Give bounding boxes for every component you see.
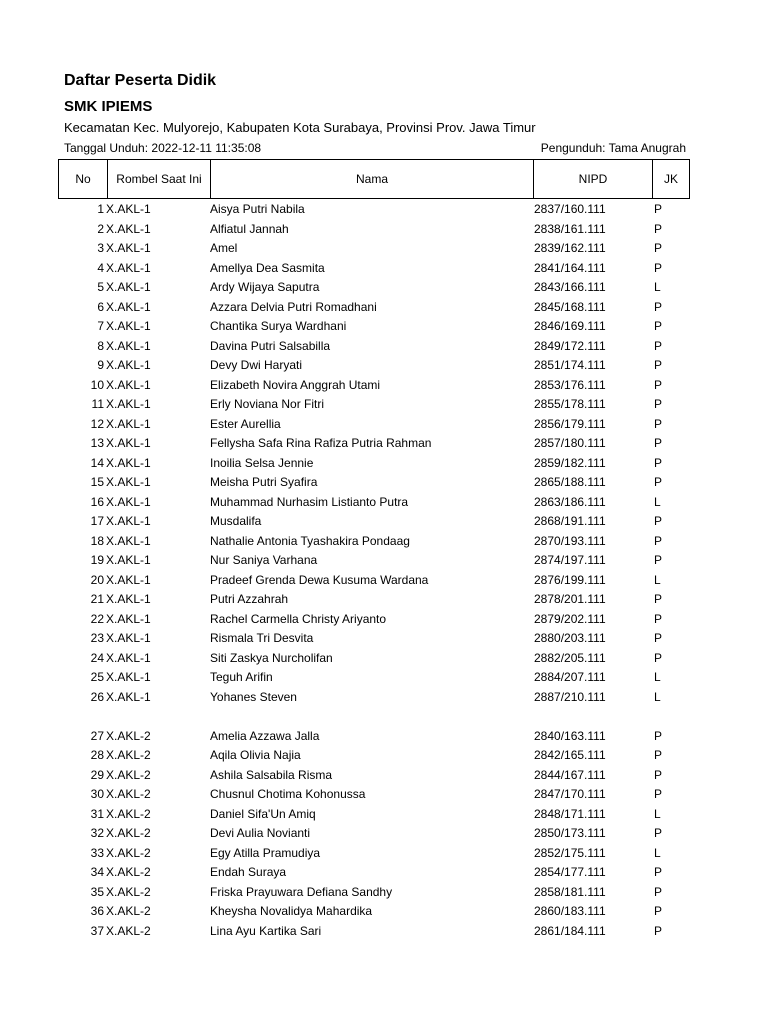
row-nipd: 2850/173.111 <box>534 826 606 840</box>
row-number: 16 <box>90 494 104 509</box>
row-jk: P <box>654 748 663 762</box>
row-jk: L <box>654 845 661 860</box>
row-number: 4 <box>97 260 104 275</box>
row-nama: Inoilia Selsa Jennie <box>210 455 314 470</box>
student-list <box>0 200 768 941</box>
row-nipd: 2880/203.111 <box>534 631 606 645</box>
table-row <box>0 395 768 415</box>
row-number: 35 <box>90 884 104 899</box>
row-nama: Amel <box>210 241 238 255</box>
row-nipd: 2837/160.111 <box>534 202 606 216</box>
row-number: 3 <box>97 241 104 255</box>
table-row <box>0 473 768 493</box>
table-row <box>0 551 768 571</box>
table-row <box>0 746 768 766</box>
row-number: 31 <box>90 806 104 821</box>
row-nama: Nathalie Antonia Tyashakira Pondaag <box>210 533 410 548</box>
row-nipd: 2857/180.111 <box>534 436 606 450</box>
table-header <box>58 159 690 199</box>
row-rombel: X.AKL-2 <box>106 767 151 782</box>
row-rombel: X.AKL-1 <box>106 377 151 392</box>
row-nipd: 2840/163.111 <box>534 728 606 743</box>
row-number: 26 <box>90 689 104 704</box>
row-number: 19 <box>90 553 104 567</box>
row-rombel: X.AKL-2 <box>106 787 151 801</box>
table-row <box>0 785 768 805</box>
row-jk: P <box>654 260 663 275</box>
row-number: 24 <box>90 650 104 665</box>
row-nama: Aqila Olivia Najia <box>210 748 301 762</box>
row-number: 29 <box>90 767 104 782</box>
row-rombel: X.AKL-1 <box>106 689 151 704</box>
row-nipd: 2882/205.111 <box>534 650 606 665</box>
row-nama: Siti Zaskya Nurcholifan <box>210 650 333 665</box>
row-nama: Teguh Arifin <box>210 670 273 684</box>
row-number: 33 <box>90 845 104 860</box>
row-nipd: 2841/164.111 <box>534 260 606 275</box>
row-nama: Putri Azzahrah <box>210 592 289 606</box>
row-number: 6 <box>97 299 104 314</box>
table-row <box>0 200 768 220</box>
table-row <box>0 590 768 610</box>
row-jk: P <box>654 397 663 411</box>
row-jk: L <box>654 689 661 704</box>
table-row <box>0 278 768 298</box>
row-rombel: X.AKL-2 <box>106 923 151 938</box>
row-nama: Alfiatul Jannah <box>210 221 289 236</box>
school-name: SMK IPIEMS <box>64 98 153 115</box>
row-number: 14 <box>90 455 104 470</box>
row-rombel: X.AKL-1 <box>106 416 151 431</box>
row-number: 36 <box>90 904 104 918</box>
row-nipd: 2876/199.111 <box>534 572 606 587</box>
row-nama: Kheysha Novalidya Mahardika <box>210 904 373 918</box>
table-row <box>0 629 768 649</box>
column-header-jk: JK <box>653 160 690 199</box>
table-row <box>0 532 768 552</box>
row-nama: Nur Saniya Varhana <box>210 553 318 567</box>
table-row <box>0 824 768 844</box>
row-nama: Endah Suraya <box>210 865 287 879</box>
table-row <box>0 863 768 883</box>
row-jk: L <box>654 572 661 587</box>
row-nipd: 2860/183.111 <box>534 904 606 918</box>
row-rombel: X.AKL-1 <box>106 280 151 294</box>
row-nipd: 2851/174.111 <box>534 358 606 372</box>
table-row <box>0 727 768 747</box>
row-nama: Fellysha Safa Rina Rafiza Putria Rahman <box>210 436 432 450</box>
table-row <box>0 883 768 903</box>
table-row <box>0 220 768 240</box>
row-nama: Erly Noviana Nor Fitri <box>210 397 325 411</box>
row-jk: P <box>654 923 663 938</box>
row-nipd: 2874/197.111 <box>534 553 606 567</box>
row-number: 18 <box>90 533 104 548</box>
row-number: 7 <box>97 319 104 333</box>
table-row <box>0 922 768 942</box>
row-jk: P <box>654 475 663 489</box>
row-nama: Amellya Dea Sasmita <box>210 260 325 275</box>
row-nama: Azzara Delvia Putri Romadhani <box>210 299 377 314</box>
row-number: 17 <box>90 514 104 528</box>
table-row <box>0 454 768 474</box>
table-row <box>0 259 768 279</box>
row-nama: Musdalifa <box>210 514 262 528</box>
row-nama: Aisya Putri Nabila <box>210 202 305 216</box>
table-row <box>0 649 768 669</box>
row-nama: Elizabeth Novira Anggrah Utami <box>210 377 381 392</box>
row-rombel: X.AKL-2 <box>106 806 151 821</box>
row-rombel: X.AKL-1 <box>106 455 151 470</box>
row-rombel: X.AKL-1 <box>106 670 151 684</box>
row-jk: P <box>654 221 663 236</box>
table-row <box>0 571 768 591</box>
row-jk: P <box>654 319 663 333</box>
row-nama: Yohanes Steven <box>210 689 297 704</box>
table-row <box>0 298 768 318</box>
row-jk: P <box>654 865 663 879</box>
row-rombel: X.AKL-2 <box>106 826 151 840</box>
row-number: 15 <box>90 475 104 489</box>
row-number: 28 <box>90 748 104 762</box>
row-jk: P <box>654 767 663 782</box>
row-number: 21 <box>90 592 104 606</box>
row-number: 20 <box>90 572 104 587</box>
row-nipd: 2861/184.111 <box>534 923 606 938</box>
row-nipd: 2868/191.111 <box>534 514 606 528</box>
row-nipd: 2853/176.111 <box>534 377 606 392</box>
row-rombel: X.AKL-2 <box>106 904 151 918</box>
row-nipd: 2843/166.111 <box>534 280 606 294</box>
row-rombel: X.AKL-2 <box>106 884 151 899</box>
row-rombel: X.AKL-1 <box>106 650 151 665</box>
row-number: 13 <box>90 436 104 450</box>
row-rombel: X.AKL-1 <box>106 592 151 606</box>
row-jk: P <box>654 826 663 840</box>
row-nama: Egy Atilla Pramudiya <box>210 845 321 860</box>
table-row <box>0 668 768 688</box>
row-number: 2 <box>97 221 104 236</box>
row-rombel: X.AKL-1 <box>106 319 151 333</box>
table-row <box>0 805 768 825</box>
row-rombel: X.AKL-2 <box>106 865 151 879</box>
row-jk: P <box>654 884 663 899</box>
row-nipd: 2849/172.111 <box>534 338 606 353</box>
row-nama: Friska Prayuwara Defiana Sandhy <box>210 884 393 899</box>
row-nama: Rachel Carmella Christy Ariyanto <box>210 611 387 626</box>
table-row <box>0 434 768 454</box>
column-header-nama: Nama <box>211 160 534 199</box>
row-number: 25 <box>90 670 104 684</box>
downloader-name: Pengunduh: Tama Anugrah <box>540 141 686 155</box>
row-nama: Devi Aulia Novianti <box>210 826 311 840</box>
row-number: 27 <box>90 728 104 743</box>
column-header-no: No <box>59 160 108 199</box>
row-rombel: X.AKL-1 <box>106 533 151 548</box>
table-row <box>0 356 768 376</box>
row-nipd: 2839/162.111 <box>534 241 606 255</box>
row-jk: P <box>654 611 663 626</box>
row-nama: Pradeef Grenda Dewa Kusuma Wardana <box>210 572 429 587</box>
row-rombel: X.AKL-1 <box>106 475 151 489</box>
row-nipd: 2848/171.111 <box>534 806 606 821</box>
table-row <box>0 512 768 532</box>
row-jk: L <box>654 280 661 294</box>
row-number: 8 <box>97 338 104 353</box>
row-nipd: 2854/177.111 <box>534 865 606 879</box>
row-rombel: X.AKL-1 <box>106 514 151 528</box>
row-jk: L <box>654 494 661 509</box>
row-number: 10 <box>90 377 104 392</box>
row-number: 34 <box>90 865 104 879</box>
table-row <box>0 239 768 259</box>
column-header-rombel: Rombel Saat Ini <box>108 160 211 199</box>
row-number: 23 <box>90 631 104 645</box>
row-jk: P <box>654 650 663 665</box>
row-jk: P <box>654 533 663 548</box>
row-nama: Chantika Surya Wardhani <box>210 319 347 333</box>
row-nama: Lina Ayu Kartika Sari <box>210 923 322 938</box>
row-nama: Chusnul Chotima Kohonussa <box>210 787 366 801</box>
row-jk: P <box>654 592 663 606</box>
row-rombel: X.AKL-1 <box>106 241 151 255</box>
row-rombel: X.AKL-2 <box>106 845 151 860</box>
row-number: 9 <box>97 358 104 372</box>
row-nipd: 2847/170.111 <box>534 787 606 801</box>
row-jk: P <box>654 455 663 470</box>
row-nipd: 2855/178.111 <box>534 397 606 411</box>
row-nipd: 2858/181.111 <box>534 884 606 899</box>
row-number: 22 <box>90 611 104 626</box>
school-address: Kecamatan Kec. Mulyorejo, Kabupaten Kota Surabaya, Provinsi Prov. Jawa Timur <box>64 120 536 135</box>
row-nipd: 2846/169.111 <box>534 319 606 333</box>
row-jk: P <box>654 631 663 645</box>
table-row <box>0 376 768 396</box>
row-rombel: X.AKL-1 <box>106 611 151 626</box>
row-nipd: 2852/175.111 <box>534 845 606 860</box>
table-row <box>0 688 768 708</box>
row-nipd: 2859/182.111 <box>534 455 606 470</box>
row-nipd: 2863/186.111 <box>534 494 606 509</box>
row-nama: Ashila Salsabila Risma <box>210 767 333 782</box>
row-jk: P <box>654 514 663 528</box>
row-number: 1 <box>97 202 104 216</box>
table-row <box>0 844 768 864</box>
row-number: 32 <box>90 826 104 840</box>
download-date: Tanggal Unduh: 2022-12-11 11:35:08 <box>64 141 262 155</box>
row-jk: P <box>654 377 663 392</box>
row-nama: Davina Putri Salsabilla <box>210 338 331 353</box>
row-rombel: X.AKL-1 <box>106 397 151 411</box>
row-rombel: X.AKL-1 <box>106 631 151 645</box>
row-jk: P <box>654 904 663 918</box>
row-rombel: X.AKL-1 <box>106 221 151 236</box>
row-number: 12 <box>90 416 104 431</box>
row-nama: Daniel Sifa'Un Amiq <box>210 806 316 821</box>
row-nipd: 2845/168.111 <box>534 299 606 314</box>
row-nipd: 2884/207.111 <box>534 670 606 684</box>
row-rombel: X.AKL-1 <box>106 202 151 216</box>
table-row <box>0 415 768 435</box>
row-nama: Rismala Tri Desvita <box>210 631 314 645</box>
row-rombel: X.AKL-1 <box>106 299 151 314</box>
row-nipd: 2878/201.111 <box>534 592 606 606</box>
row-rombel: X.AKL-1 <box>106 494 151 509</box>
row-nama: Amelia Azzawa Jalla <box>210 728 320 743</box>
row-nipd: 2844/167.111 <box>534 767 606 782</box>
row-nipd: 2856/179.111 <box>534 416 606 431</box>
column-header-nipd: NIPD <box>534 160 653 199</box>
row-number: 37 <box>90 923 104 938</box>
row-jk: P <box>654 202 663 216</box>
row-rombel: X.AKL-2 <box>106 728 151 743</box>
table-row <box>0 493 768 513</box>
row-rombel: X.AKL-1 <box>106 358 151 372</box>
row-jk: P <box>654 436 663 450</box>
table-row <box>0 902 768 922</box>
row-jk: P <box>654 728 663 743</box>
row-rombel: X.AKL-1 <box>106 338 151 353</box>
row-nipd: 2870/193.111 <box>534 533 606 548</box>
row-rombel: X.AKL-2 <box>106 748 151 762</box>
row-nipd: 2842/165.111 <box>534 748 606 762</box>
row-nama: Muhammad Nurhasim Listianto Putra <box>210 494 409 509</box>
row-nipd: 2887/210.111 <box>534 689 606 704</box>
document-title: Daftar Peserta Didik <box>64 72 217 89</box>
row-jk: P <box>654 241 663 255</box>
row-number: 30 <box>90 787 104 801</box>
row-jk: P <box>654 299 663 314</box>
row-nipd: 2865/188.111 <box>534 475 606 489</box>
row-jk: P <box>654 787 663 801</box>
row-nama: Meisha Putri Syafira <box>210 475 318 489</box>
row-nama: Ester Aurellia <box>210 416 281 431</box>
row-jk: P <box>654 553 663 567</box>
row-nama: Devy Dwi Haryati <box>210 358 303 372</box>
table-row <box>0 337 768 357</box>
row-number: 5 <box>97 280 104 294</box>
row-nama: Ardy Wijaya Saputra <box>210 280 320 294</box>
row-nipd: 2879/202.111 <box>534 611 606 626</box>
table-row <box>0 766 768 786</box>
table-row <box>0 610 768 630</box>
table-row <box>0 317 768 337</box>
row-jk: L <box>654 806 661 821</box>
row-jk: P <box>654 416 663 431</box>
row-number: 11 <box>91 397 104 411</box>
row-jk: P <box>654 338 663 353</box>
row-jk: P <box>654 358 663 372</box>
row-rombel: X.AKL-1 <box>106 553 151 567</box>
row-rombel: X.AKL-1 <box>106 572 151 587</box>
row-jk: L <box>654 670 661 684</box>
row-rombel: X.AKL-1 <box>106 260 151 275</box>
row-rombel: X.AKL-1 <box>106 436 151 450</box>
row-nipd: 2838/161.111 <box>534 221 606 236</box>
